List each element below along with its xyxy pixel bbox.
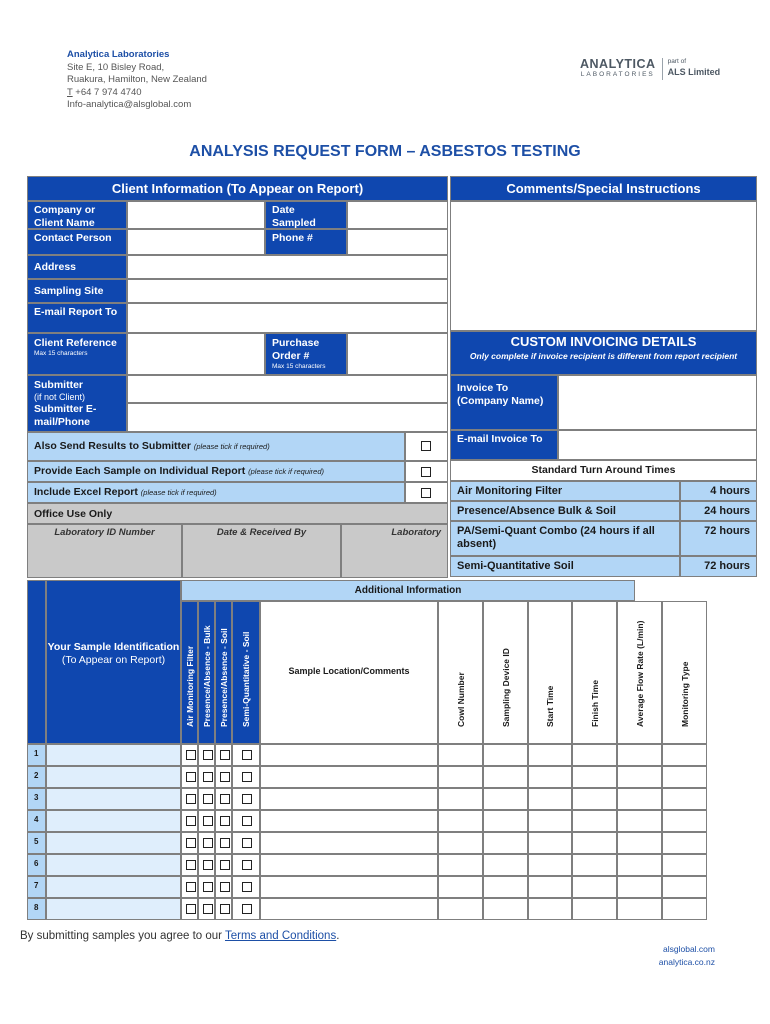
submitter-note: (if not Client) (34, 392, 86, 402)
device-cell[interactable] (483, 876, 528, 898)
cowl-cell[interactable] (438, 876, 483, 898)
date-sampled-label: Date Sampled (265, 201, 347, 229)
air-filter-checkbox[interactable] (186, 860, 196, 870)
tat-row-time: 24 hours (680, 501, 757, 521)
logo-main: ANALYTICA (580, 57, 656, 71)
checkbox-cell (215, 788, 232, 810)
send-results-row (27, 432, 405, 461)
type-cell[interactable] (662, 876, 707, 898)
cowl-cell[interactable] (438, 832, 483, 854)
semi-quant-checkbox[interactable] (242, 882, 252, 892)
tat-row-name: Semi-Quantitative Soil (450, 556, 680, 577)
pa-bulk-checkbox[interactable] (203, 794, 213, 804)
type-cell[interactable] (662, 788, 707, 810)
logo-divider (662, 58, 663, 80)
air-filter-checkbox[interactable] (186, 794, 196, 804)
sample-id-cell[interactable] (46, 810, 181, 832)
finish-cell[interactable] (572, 788, 617, 810)
purchase-order-note: Max 15 characters (272, 363, 326, 370)
checkbox-cell (198, 898, 215, 920)
address-line-1: Site E, 10 Bisley Road, (67, 61, 165, 73)
finish-cell[interactable] (572, 766, 617, 788)
tat-row-time: 72 hours (680, 521, 757, 556)
date-received-cell (182, 524, 341, 578)
phone-label: Phone # (265, 229, 347, 255)
individual-report-checkbox[interactable] (421, 467, 431, 477)
website-links (600, 943, 715, 969)
date-sampled-field[interactable] (347, 201, 448, 229)
purchase-order-field[interactable] (347, 333, 448, 375)
phone-line (67, 87, 207, 100)
start-cell[interactable] (528, 832, 572, 854)
device-cell[interactable] (483, 788, 528, 810)
flow-cell[interactable] (617, 898, 662, 920)
cowl-cell[interactable] (438, 766, 483, 788)
website-analytica[interactable]: analytica.co.nz (658, 957, 715, 967)
additional-info-heading: Additional Information (181, 580, 635, 601)
email-report-field[interactable] (127, 303, 448, 333)
pa-soil-checkbox[interactable] (220, 838, 230, 848)
row-number: 8 (27, 898, 46, 920)
purchase-order-label (265, 333, 347, 375)
send-results-hint: (please tick if required) (193, 442, 270, 451)
lab-id-cell (27, 524, 182, 578)
cowl-cell[interactable] (438, 854, 483, 876)
checkbox-cell (198, 810, 215, 832)
start-cell[interactable] (528, 766, 572, 788)
finish-cell[interactable] (572, 876, 617, 898)
col-air-label: Air Monitoring Filter (184, 645, 195, 727)
tat-row-time: 4 hours (680, 481, 757, 501)
tat-heading: Standard Turn Around Times (450, 460, 757, 481)
sample-id-cell[interactable] (46, 898, 181, 920)
contact-field[interactable] (127, 229, 265, 255)
checkbox-cell (232, 744, 260, 766)
submitter-field[interactable] (127, 375, 448, 403)
pa-bulk-checkbox[interactable] (203, 750, 213, 760)
location-cell[interactable] (260, 854, 438, 876)
col-type-label: Monitoring Type (679, 661, 690, 727)
flow-cell[interactable] (617, 766, 662, 788)
terms-line (20, 930, 339, 942)
individual-report-checkbox-cell (405, 461, 448, 482)
type-cell[interactable] (662, 766, 707, 788)
tat-row-name: Air Monitoring Filter (450, 481, 680, 501)
row-number: 3 (27, 788, 46, 810)
checkbox-cell (232, 788, 260, 810)
send-results-checkbox-cell (405, 432, 448, 461)
start-cell[interactable] (528, 898, 572, 920)
start-cell[interactable] (528, 876, 572, 898)
lab-id-label: Laboratory ID Number (54, 527, 155, 538)
checkbox-cell (232, 766, 260, 788)
terms-link[interactable]: Terms and Conditions (224, 930, 337, 942)
checkbox-cell (181, 876, 198, 898)
individual-report-label: Provide Each Sample on Individual Report (34, 465, 246, 477)
location-cell[interactable] (260, 744, 438, 766)
col-location-label: Sample Location/Comments (288, 666, 410, 676)
submitter-contact-field[interactable] (127, 403, 448, 432)
pa-soil-checkbox[interactable] (220, 860, 230, 870)
row-number: 5 (27, 832, 46, 854)
client-reference-note: Max 15 characters (34, 350, 88, 357)
company-label: Company or Client Name (27, 201, 127, 229)
logo-als: ALS Limited (667, 67, 721, 77)
individual-report-hint: (please tick if required) (248, 467, 325, 476)
checkbox-cell (198, 854, 215, 876)
checkbox-cell (181, 788, 198, 810)
terms-period: . (336, 930, 340, 942)
col-flow-label: Average Flow Rate (L/min) (634, 620, 645, 727)
finish-cell[interactable] (572, 898, 617, 920)
air-filter-checkbox[interactable] (186, 816, 196, 826)
flow-cell[interactable] (617, 854, 662, 876)
send-results-checkbox[interactable] (421, 441, 431, 451)
tat-row-name: Presence/Absence Bulk & Soil (450, 501, 680, 521)
col-start-header (528, 601, 572, 744)
checkbox-cell (181, 854, 198, 876)
checkbox-cell (232, 898, 260, 920)
checkbox-cell (198, 766, 215, 788)
start-cell[interactable] (528, 854, 572, 876)
col-air-header (181, 601, 198, 744)
location-cell[interactable] (260, 876, 438, 898)
checkbox-cell (215, 766, 232, 788)
laboratory-label: Laboratory (391, 527, 441, 538)
sample-id-cell[interactable] (46, 744, 181, 766)
air-filter-checkbox[interactable] (186, 750, 196, 760)
submitter-label (27, 375, 127, 432)
finish-cell[interactable] (572, 832, 617, 854)
address-field[interactable] (127, 255, 448, 279)
finish-cell[interactable] (572, 810, 617, 832)
flow-cell[interactable] (617, 876, 662, 898)
checkbox-cell (232, 810, 260, 832)
submitter-contact-text: Submitter E-mail/Phone (34, 403, 97, 428)
phone-label: T (67, 86, 73, 98)
device-cell[interactable] (483, 832, 528, 854)
pa-soil-checkbox[interactable] (220, 772, 230, 782)
flow-cell[interactable] (617, 810, 662, 832)
pa-bulk-checkbox[interactable] (203, 860, 213, 870)
client-reference-text: Client Reference (34, 337, 117, 349)
col-finish-label: Finish Time (589, 679, 600, 727)
excel-report-row (27, 482, 405, 503)
location-cell[interactable] (260, 832, 438, 854)
pa-bulk-checkbox[interactable] (203, 772, 213, 782)
air-filter-checkbox[interactable] (186, 882, 196, 892)
excel-report-hint: (please tick if required) (140, 488, 217, 497)
checkbox-cell (215, 810, 232, 832)
checkbox-cell (232, 876, 260, 898)
type-cell[interactable] (662, 810, 707, 832)
checkbox-cell (198, 788, 215, 810)
semi-quant-checkbox[interactable] (242, 904, 252, 914)
row-number: 7 (27, 876, 46, 898)
sampling-site-label: Sampling Site (27, 279, 127, 303)
checkbox-cell (232, 832, 260, 854)
semi-quant-checkbox[interactable] (242, 750, 252, 760)
pa-bulk-checkbox[interactable] (203, 838, 213, 848)
col-device-label: Sampling Device ID (500, 648, 511, 727)
col-cowl-label: Cowl Number (455, 672, 466, 727)
analytica-logo (580, 58, 720, 80)
submitter-text: Submitter (34, 379, 84, 391)
type-cell[interactable] (662, 744, 707, 766)
contact-label: Contact Person (27, 229, 127, 255)
sample-id-cell[interactable] (46, 788, 181, 810)
row-number: 1 (27, 744, 46, 766)
comments-heading: Comments/Special Instructions (450, 176, 757, 201)
air-filter-checkbox[interactable] (186, 904, 196, 914)
col-pas-header (215, 601, 232, 744)
checkbox-cell (198, 876, 215, 898)
excel-report-checkbox-cell (405, 482, 448, 503)
device-cell[interactable] (483, 854, 528, 876)
office-use-heading: Office Use Only (27, 503, 448, 524)
device-cell[interactable] (483, 766, 528, 788)
phone-field[interactable] (347, 229, 448, 255)
cowl-cell[interactable] (438, 810, 483, 832)
type-cell[interactable] (662, 832, 707, 854)
checkbox-cell (181, 744, 198, 766)
semi-quant-checkbox[interactable] (242, 860, 252, 870)
comments-field[interactable] (450, 201, 757, 331)
invoicing-heading: CUSTOM INVOICING DETAILS (510, 334, 697, 349)
invoice-to-field[interactable] (558, 375, 757, 430)
purchase-order-text: Purchase Order # (272, 337, 320, 362)
lab-address-block (67, 49, 207, 112)
semi-quant-checkbox[interactable] (242, 794, 252, 804)
col-location-header (260, 601, 438, 744)
tat-row-name: PA/Semi-Quant Combo (24 hours if all absent) (450, 521, 680, 556)
start-cell[interactable] (528, 788, 572, 810)
pa-soil-checkbox[interactable] (220, 882, 230, 892)
location-cell[interactable] (260, 898, 438, 920)
pa-soil-checkbox[interactable] (220, 816, 230, 826)
pa-soil-checkbox[interactable] (220, 904, 230, 914)
row-number: 6 (27, 854, 46, 876)
checkbox-cell (215, 854, 232, 876)
location-cell[interactable] (260, 788, 438, 810)
device-cell[interactable] (483, 810, 528, 832)
invoicing-note: Only complete if invoice recipient is different from report recipient (469, 351, 738, 361)
col-cowl-header (438, 601, 483, 744)
checkbox-cell (181, 898, 198, 920)
air-filter-checkbox[interactable] (186, 838, 196, 848)
col-type-header (662, 601, 707, 744)
laboratory-cell (341, 524, 448, 578)
col-pab-label: Presence/Absence - Bulk (201, 625, 212, 727)
type-cell[interactable] (662, 854, 707, 876)
email-invoice-field[interactable] (558, 430, 757, 460)
logo-part-of: part of (667, 58, 687, 65)
checkbox-cell (215, 898, 232, 920)
semi-quant-checkbox[interactable] (242, 772, 252, 782)
row-number: 2 (27, 766, 46, 788)
date-received-label: Date & Received By (216, 527, 307, 538)
location-cell[interactable] (260, 810, 438, 832)
sample-id-cell[interactable] (46, 766, 181, 788)
checkbox-cell (181, 832, 198, 854)
air-filter-checkbox[interactable] (186, 772, 196, 782)
email-invoice-label: E-mail Invoice To (450, 430, 558, 460)
semi-quant-checkbox[interactable] (242, 838, 252, 848)
website-als[interactable]: alsglobal.com (663, 944, 715, 954)
excel-report-checkbox[interactable] (421, 488, 431, 498)
cowl-cell[interactable] (438, 744, 483, 766)
client-info-heading: Client Information (To Appear on Report) (27, 176, 448, 201)
col-pas-label: Presence/Absence - Soil (218, 628, 229, 727)
invoice-to-label: Invoice To (Company Name) (450, 375, 558, 430)
checkbox-cell (232, 854, 260, 876)
pa-soil-checkbox[interactable] (220, 794, 230, 804)
row-number-header (27, 580, 46, 744)
device-cell[interactable] (483, 898, 528, 920)
flow-cell[interactable] (617, 832, 662, 854)
excel-report-label: Include Excel Report (34, 486, 138, 498)
terms-text: By submitting samples you agree to our (20, 930, 225, 942)
company-name: Analytica Laboratories (67, 49, 170, 60)
individual-report-row (27, 461, 405, 482)
sample-id-cell[interactable] (46, 832, 181, 854)
address-label: Address (27, 255, 127, 279)
logo-sub: LABORATORIES (580, 71, 655, 78)
col-flow-header (617, 601, 662, 744)
device-cell[interactable] (483, 744, 528, 766)
email-line: Info-analytica@alsglobal.com (67, 99, 192, 110)
pa-bulk-checkbox[interactable] (203, 904, 213, 914)
type-cell[interactable] (662, 898, 707, 920)
cowl-cell[interactable] (438, 898, 483, 920)
col-sq-label: Semi-Quantitative - Soil (241, 631, 251, 727)
semi-quant-checkbox[interactable] (242, 816, 252, 826)
form-title: ANALYSIS REQUEST FORM – ASBESTOS TESTING (189, 143, 581, 160)
col-device-header (483, 601, 528, 744)
tat-row-time: 72 hours (680, 556, 757, 577)
col-sq-header (232, 601, 260, 744)
pa-soil-checkbox[interactable] (220, 750, 230, 760)
client-reference-field[interactable] (127, 333, 265, 375)
finish-cell[interactable] (572, 854, 617, 876)
pa-bulk-checkbox[interactable] (203, 882, 213, 892)
invoicing-heading-cell (450, 331, 757, 375)
sample-id-cell[interactable] (46, 876, 181, 898)
pa-bulk-checkbox[interactable] (203, 816, 213, 826)
checkbox-cell (215, 876, 232, 898)
your-sample-note: (To Appear on Report) (61, 654, 166, 666)
sample-id-cell[interactable] (46, 854, 181, 876)
cowl-cell[interactable] (438, 788, 483, 810)
checkbox-cell (215, 744, 232, 766)
address-line-2: Ruakura, Hamilton, New Zealand (67, 74, 207, 85)
col-finish-header (572, 601, 617, 744)
row-number: 4 (27, 810, 46, 832)
checkbox-cell (215, 832, 232, 854)
location-cell[interactable] (260, 766, 438, 788)
your-sample-title: Your Sample Identification (47, 641, 180, 653)
your-sample-header (46, 580, 181, 744)
finish-cell[interactable] (572, 744, 617, 766)
checkbox-cell (198, 744, 215, 766)
sampling-site-field[interactable] (127, 279, 448, 303)
flow-cell[interactable] (617, 788, 662, 810)
start-cell[interactable] (528, 744, 572, 766)
col-pab-header (198, 601, 215, 744)
checkbox-cell (181, 766, 198, 788)
client-reference-label (27, 333, 127, 375)
col-start-label: Start Time (545, 685, 555, 727)
send-results-label: Also Send Results to Submitter (34, 440, 191, 452)
checkbox-cell (181, 810, 198, 832)
company-field[interactable] (127, 201, 265, 229)
flow-cell[interactable] (617, 744, 662, 766)
start-cell[interactable] (528, 810, 572, 832)
phone-number: +64 7 974 4740 (72, 86, 142, 98)
checkbox-cell (198, 832, 215, 854)
email-report-label: E-mail Report To (27, 303, 127, 333)
